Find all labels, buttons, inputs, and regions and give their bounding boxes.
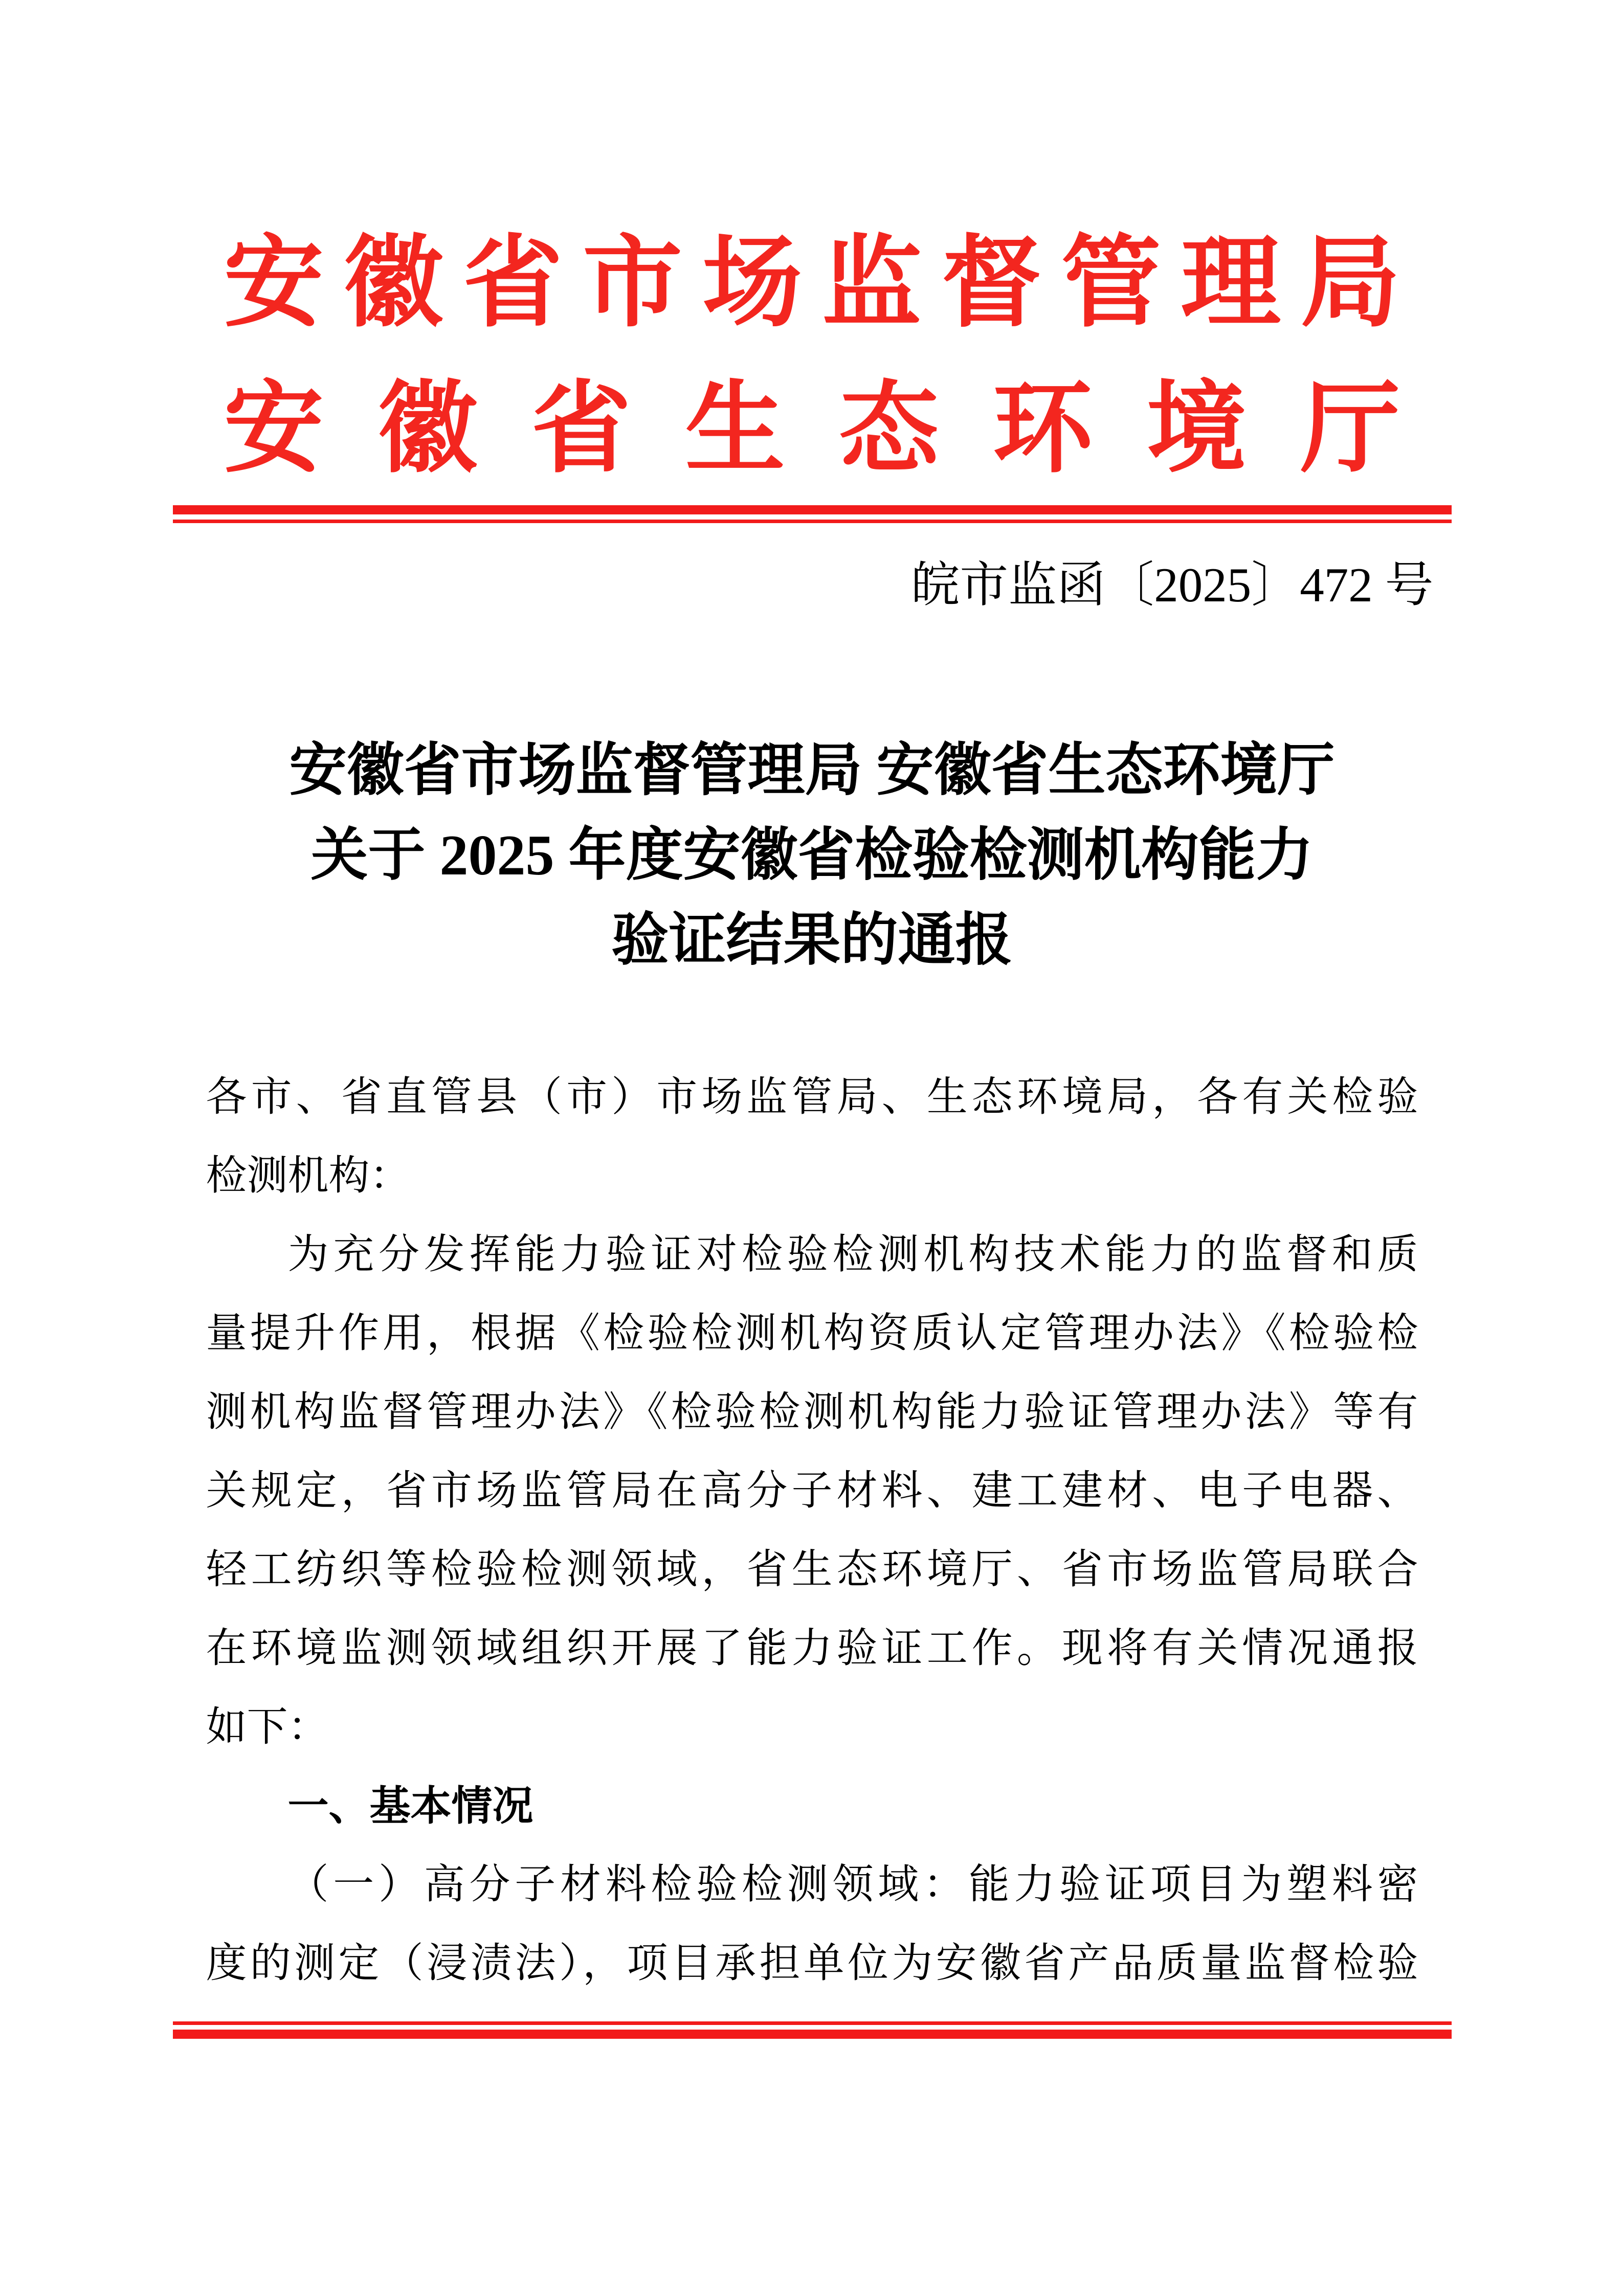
section-heading: 一、基本情况 [287, 1783, 533, 1829]
document-title [0, 728, 1624, 983]
document-footer [0, 2021, 1624, 2039]
body-line: 关规定，省市场监管局在高分子材料、建工建材、电子电器、 [206, 1469, 1418, 1514]
letterhead-rule-thin [173, 520, 1452, 523]
document-title-line2: 关于 2025 年度安徽省检验检测机构能力 [310, 824, 1314, 887]
body-line: （一）高分子材料检验检测领域：能力验证项目为塑料密 [287, 1862, 1418, 1907]
body-line: 度的测定（浸渍法），项目承担单位为安徽省产品质量监督检验 [206, 1941, 1418, 1986]
body-line: 各市、省直管县（市）市场监管局、生态环境局，各有关检验 [206, 1075, 1418, 1120]
body-line: 检测机构： [206, 1154, 411, 1199]
document-body [206, 1058, 1418, 2003]
footer-rule-thin [173, 2021, 1452, 2025]
document-number: 皖市监函〔2025〕472 号 [911, 558, 1434, 612]
body-line: 量提升作用，根据《检验检测机构资质认定管理办法》《检验检 [206, 1311, 1418, 1356]
body-line: 在环境监测领域组织开展了能力验证工作。现将有关情况通报 [206, 1626, 1418, 1671]
body-line: 轻工纺织等检验检测领域，省生态环境厅、省市场监管局联合 [206, 1547, 1418, 1592]
letterhead-agency-line1: 安徽省市场监督管理局 [224, 229, 1400, 339]
body-line: 测机构监督管理办法》《检验检测机构能力验证管理办法》等有 [206, 1390, 1418, 1435]
letterhead-rule-thick [173, 505, 1452, 514]
letterhead-agency-line2: 安徽省生态环境厅 [224, 374, 1400, 485]
footer-rule-thick [173, 2030, 1452, 2039]
document-title-line1: 安徽省市场监督管理局 安徽省生态环境厅 [289, 739, 1335, 802]
document-title-line3: 验证结果的通报 [611, 909, 1013, 972]
body-line: 为充分发挥能力验证对检验检测机构技术能力的监督和质 [287, 1232, 1418, 1277]
letterhead-agencies [224, 228, 1400, 486]
letterhead [0, 228, 1624, 523]
body-line: 如下： [206, 1705, 329, 1750]
